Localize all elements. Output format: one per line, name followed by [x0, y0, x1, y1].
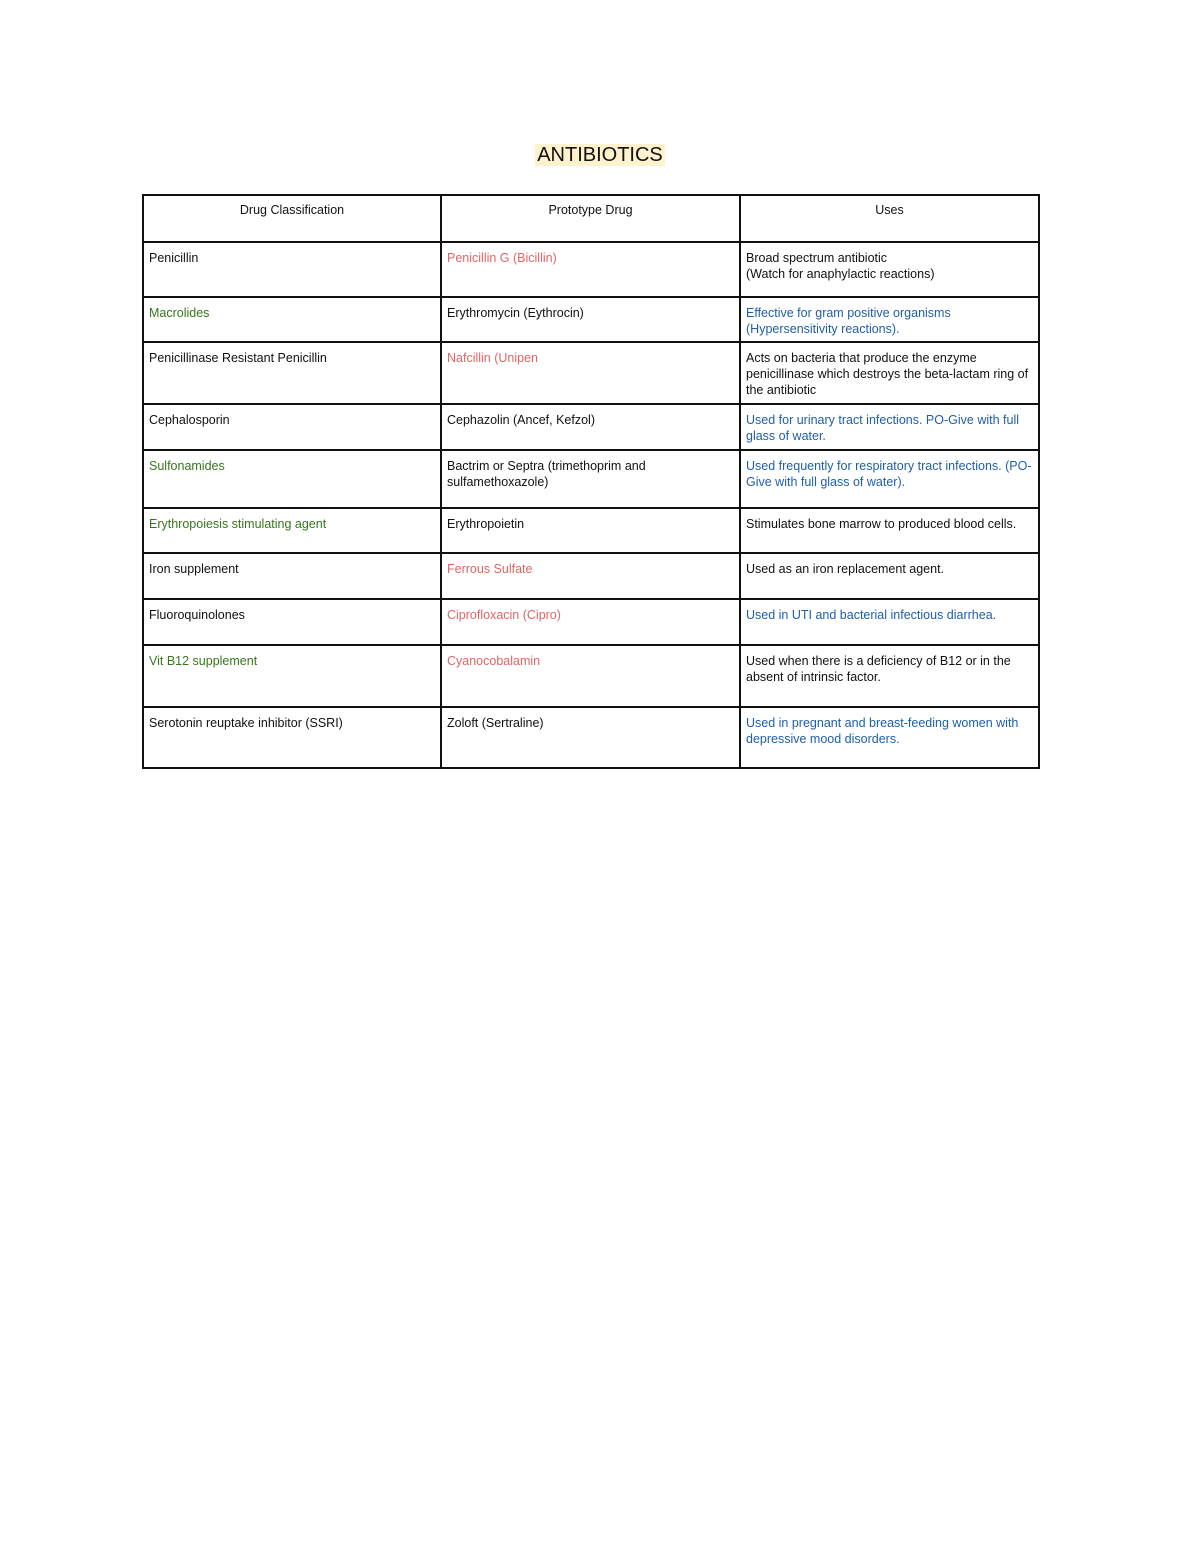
cell-prototype-drug: Ferrous Sulfate [441, 553, 740, 599]
page-title [0, 141, 1200, 169]
cell-prototype-drug: Zoloft (Sertraline) [441, 707, 740, 768]
cell-prototype-drug: Bactrim or Septra (trimethoprim and sulfamethoxazole) [441, 450, 740, 508]
cell-prototype-drug: Ciprofloxacin (Cipro) [441, 599, 740, 645]
cell-drug-classification: Macrolides [143, 297, 441, 342]
header-drug-classification: Drug Classification [143, 195, 441, 242]
header-prototype-drug: Prototype Drug [441, 195, 740, 242]
cell-prototype-drug: Erythropoietin [441, 508, 740, 553]
table-row [143, 599, 1039, 645]
table-row [143, 645, 1039, 707]
cell-drug-classification: Cephalosporin [143, 404, 441, 450]
table-row [143, 553, 1039, 599]
table-row [143, 404, 1039, 450]
cell-prototype-drug: Cyanocobalamin [441, 645, 740, 707]
cell-uses: Used when there is a deficiency of B12 or in the absent of intrinsic factor. [740, 645, 1039, 707]
cell-uses: Effective for gram positive organisms (Hypersensitivity reactions). [740, 297, 1039, 342]
table-row [143, 508, 1039, 553]
table-row [143, 450, 1039, 508]
table-row [143, 707, 1039, 768]
cell-uses: Broad spectrum antibiotic (Watch for anaphylactic reactions) [740, 242, 1039, 297]
cell-prototype-drug: Penicillin G (Bicillin) [441, 242, 740, 297]
table-row [143, 297, 1039, 342]
cell-drug-classification: Iron supplement [143, 553, 441, 599]
cell-prototype-drug: Cephazolin (Ancef, Kefzol) [441, 404, 740, 450]
cell-uses: Acts on bacteria that produce the enzyme penicillinase which destroys the beta-lactam ring of the antibiotic [740, 342, 1039, 404]
cell-uses: Used frequently for respiratory tract infections. (PO-Give with full glass of water). [740, 450, 1039, 508]
table-body [143, 242, 1039, 768]
cell-uses: Stimulates bone marrow to produced blood cells. [740, 508, 1039, 553]
header-uses: Uses [740, 195, 1039, 242]
drug-table [142, 194, 1040, 769]
table-row [143, 242, 1039, 297]
cell-drug-classification: Penicillinase Resistant Penicillin [143, 342, 441, 404]
cell-uses: Used in pregnant and breast-feeding women with depressive mood disorders. [740, 707, 1039, 768]
table-header-row [143, 195, 1039, 242]
cell-drug-classification: Fluoroquinolones [143, 599, 441, 645]
cell-drug-classification: Vit B12 supplement [143, 645, 441, 707]
cell-uses: Used in UTI and bacterial infectious diarrhea. [740, 599, 1039, 645]
cell-uses: Used for urinary tract infections. PO-Give with full glass of water. [740, 404, 1039, 450]
cell-drug-classification: Erythropoiesis stimulating agent [143, 508, 441, 553]
cell-drug-classification: Penicillin [143, 242, 441, 297]
table-row [143, 342, 1039, 404]
cell-drug-classification: Serotonin reuptake inhibitor (SSRI) [143, 707, 441, 768]
cell-drug-classification: Sulfonamides [143, 450, 441, 508]
cell-prototype-drug: Nafcillin (Unipen [441, 342, 740, 404]
cell-uses: Used as an iron replacement agent. [740, 553, 1039, 599]
cell-prototype-drug: Erythromycin (Eythrocin) [441, 297, 740, 342]
page-title-text: ANTIBIOTICS [537, 144, 663, 166]
